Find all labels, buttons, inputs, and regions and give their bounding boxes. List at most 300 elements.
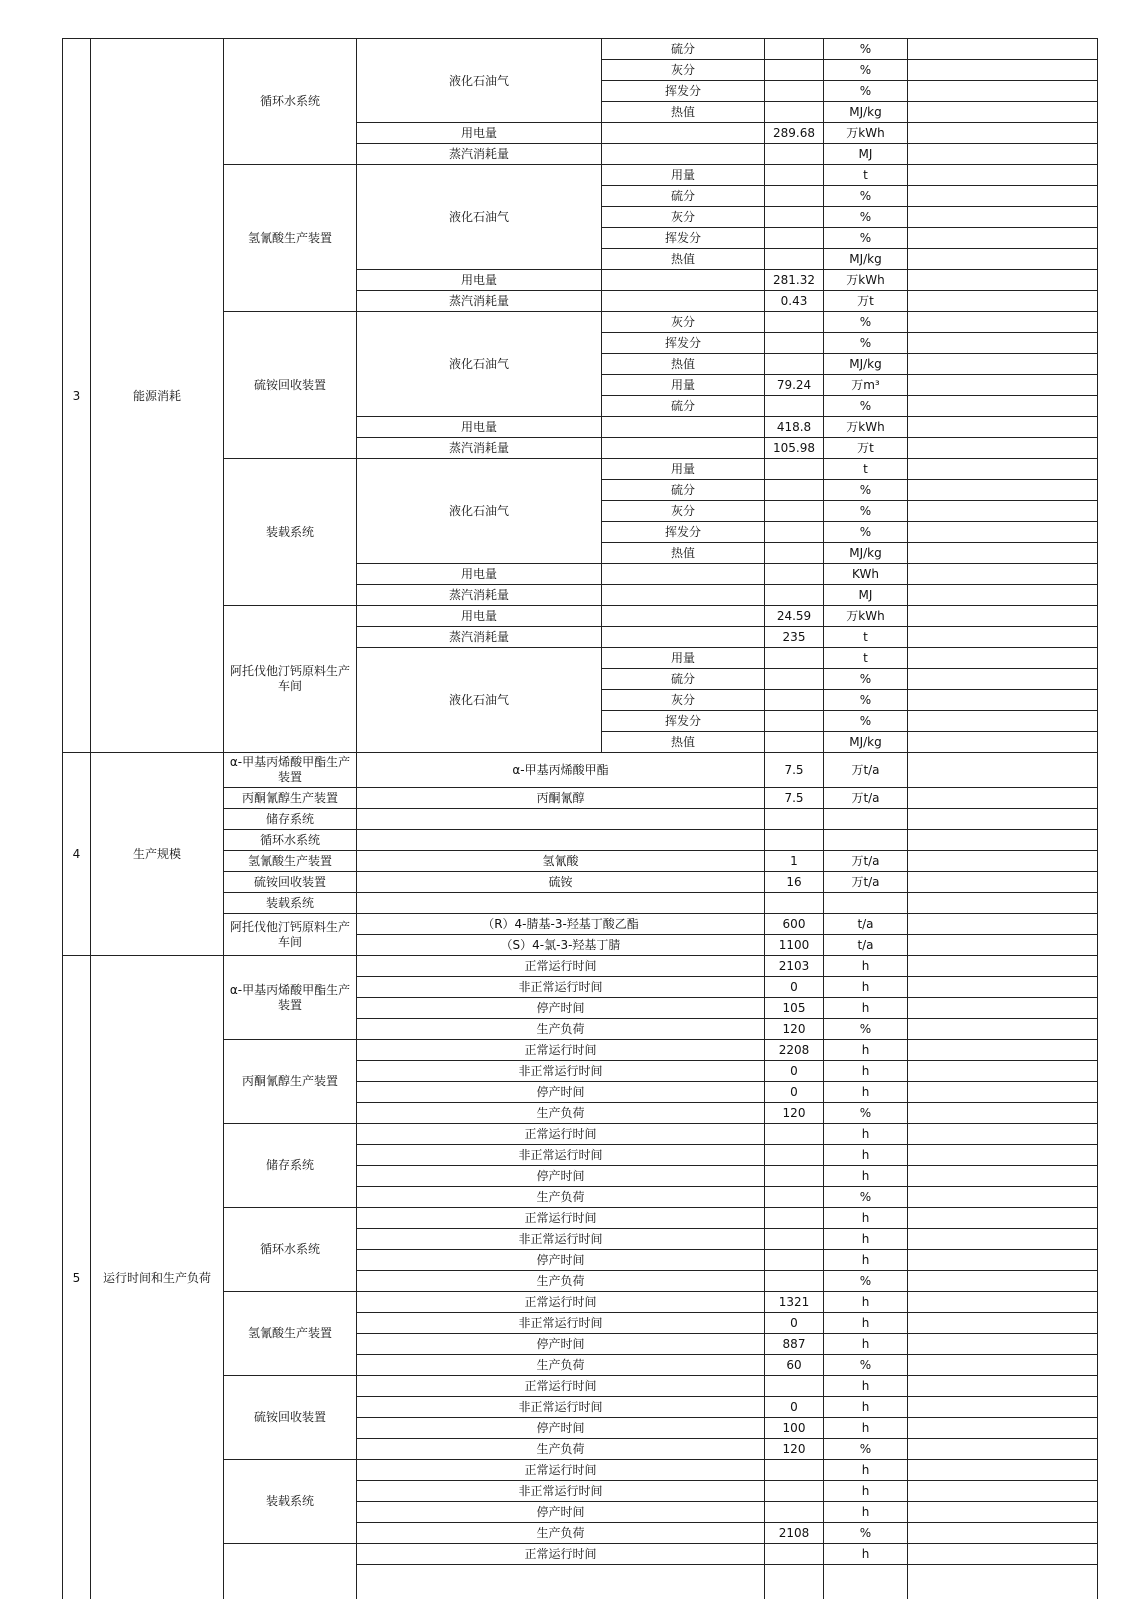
unit-cell: h [824,1418,908,1439]
item-name: 用电量 [357,270,602,291]
metric-name: 非正常运行时间 [357,977,765,998]
unit-name: 丙酮氰醇生产装置 [224,1040,357,1124]
item-name: 蒸汽消耗量 [357,291,602,312]
unit-cell: h [824,1292,908,1313]
value-cell: 16 [765,872,824,893]
unit-cell: h [824,1481,908,1502]
unit-cell: % [824,81,908,102]
remark-cell [908,1355,1098,1376]
metric-name: 生产负荷 [357,1523,765,1544]
product-name: （R）4-腈基-3-羟基丁酸乙酯 [357,914,765,935]
remark-cell [908,207,1098,228]
unit-cell: % [824,1019,908,1040]
value-cell [765,543,824,564]
value-cell: 2108 [765,1523,824,1544]
value-cell [765,186,824,207]
remark-cell [908,1481,1098,1502]
unit-name: α-甲基丙烯酸甲酯生产装置 [224,956,357,1040]
value-cell [765,585,824,606]
product-name: α-甲基丙烯酸甲酯 [357,753,765,788]
unit-cell: MJ/kg [824,543,908,564]
remark-cell [908,291,1098,312]
metric-name: 正常运行时间 [357,1376,765,1397]
sub-item [602,564,765,585]
remark-cell [908,102,1098,123]
section-number: 4 [63,753,91,956]
value-cell [765,60,824,81]
value-cell [765,1250,824,1271]
value-cell: 120 [765,1019,824,1040]
unit-cell: % [824,312,908,333]
sub-item: 灰分 [602,312,765,333]
value-cell [765,312,824,333]
value-cell: 418.8 [765,417,824,438]
remark-cell [908,564,1098,585]
unit-cell: % [824,207,908,228]
remark-cell [908,543,1098,564]
remark-cell [908,522,1098,543]
remark-cell [908,1397,1098,1418]
value-cell: 7.5 [765,753,824,788]
value-cell: 0 [765,1313,824,1334]
unit-cell: 万m³ [824,375,908,396]
value-cell [765,1544,824,1565]
remark-cell [908,1565,1098,1600]
sub-item [602,417,765,438]
unit-cell [824,1565,908,1600]
remark-cell [908,375,1098,396]
value-cell [765,1460,824,1481]
unit-cell: h [824,956,908,977]
unit-name: 丙酮氰醇生产装置 [224,788,357,809]
metric-name: 生产负荷 [357,1439,765,1460]
value-cell [765,333,824,354]
item-name: 蒸汽消耗量 [357,627,602,648]
unit-name: 循环水系统 [224,39,357,165]
unit-cell: % [824,333,908,354]
sub-item [602,438,765,459]
item-name: 蒸汽消耗量 [357,144,602,165]
metric-name: 正常运行时间 [357,1292,765,1313]
remark-cell [908,417,1098,438]
unit-cell: 万t/a [824,788,908,809]
metric-name: 生产负荷 [357,1271,765,1292]
unit-cell: % [824,501,908,522]
value-cell: 1 [765,851,824,872]
metric-name: 停产时间 [357,1334,765,1355]
value-cell [765,1145,824,1166]
item-name: 液化石油气 [357,459,602,564]
unit-cell: h [824,1229,908,1250]
unit-cell: h [824,1397,908,1418]
unit-cell: h [824,1313,908,1334]
unit-cell: % [824,1187,908,1208]
remark-cell [908,914,1098,935]
unit-cell: % [824,228,908,249]
remark-cell [908,830,1098,851]
remark-cell [908,39,1098,60]
metric-name: 停产时间 [357,1250,765,1271]
unit-name: 装载系统 [224,459,357,606]
sub-item: 热值 [602,354,765,375]
remark-cell [908,669,1098,690]
unit-name: 硫铵回收装置 [224,1376,357,1460]
sub-item: 灰分 [602,207,765,228]
remark-cell [908,711,1098,732]
value-cell [765,1565,824,1600]
unit-cell: h [824,1502,908,1523]
remark-cell [908,1439,1098,1460]
remark-cell [908,333,1098,354]
metric-name: 非正常运行时间 [357,1397,765,1418]
metric-name: 正常运行时间 [357,1208,765,1229]
metric-name [357,1565,765,1600]
unit-name: 阿托伐他汀钙原料生产车间 [224,606,357,753]
product-name: 丙酮氰醇 [357,788,765,809]
unit-name: 硫铵回收装置 [224,312,357,459]
metric-name: 生产负荷 [357,1019,765,1040]
unit-cell: t/a [824,914,908,935]
value-cell: 2103 [765,956,824,977]
section-title: 生产规模 [91,753,224,956]
sub-item: 灰分 [602,690,765,711]
sub-item: 用量 [602,165,765,186]
value-cell: 79.24 [765,375,824,396]
unit-cell: % [824,1439,908,1460]
value-cell [765,1187,824,1208]
value-cell [765,1229,824,1250]
item-name: 用电量 [357,564,602,585]
remark-cell [908,1229,1098,1250]
value-cell: 0 [765,1397,824,1418]
sub-item: 硫分 [602,669,765,690]
section-title: 运行时间和生产负荷 [91,956,224,1600]
unit-name: 硫铵回收装置 [224,872,357,893]
remark-cell [908,1208,1098,1229]
sub-item [602,291,765,312]
remark-cell [908,956,1098,977]
remark-cell [908,893,1098,914]
unit-cell: % [824,39,908,60]
unit-cell: h [824,1376,908,1397]
remark-cell [908,585,1098,606]
unit-cell: t [824,459,908,480]
sub-item [602,123,765,144]
value-cell [765,1208,824,1229]
remark-cell [908,1271,1098,1292]
remark-cell [908,1502,1098,1523]
unit-name: 循环水系统 [224,830,357,851]
remark-cell [908,501,1098,522]
value-cell: 7.5 [765,788,824,809]
unit-cell: MJ/kg [824,732,908,753]
unit-cell: h [824,1460,908,1481]
sub-item: 灰分 [602,501,765,522]
remark-cell [908,998,1098,1019]
value-cell [765,102,824,123]
unit-cell: 万t/a [824,753,908,788]
value-cell: 105 [765,998,824,1019]
unit-name: 储存系统 [224,1124,357,1208]
sub-item: 挥发分 [602,711,765,732]
unit-cell: MJ/kg [824,249,908,270]
sub-item: 硫分 [602,39,765,60]
value-cell [765,480,824,501]
value-cell [765,228,824,249]
value-cell: 1100 [765,935,824,956]
unit-cell: h [824,1166,908,1187]
remark-cell [908,144,1098,165]
section-number: 5 [63,956,91,1600]
remark-cell [908,1523,1098,1544]
remark-cell [908,1019,1098,1040]
unit-cell: % [824,690,908,711]
value-cell [765,165,824,186]
unit-cell: h [824,1082,908,1103]
unit-name [224,1544,357,1600]
remark-cell [908,977,1098,998]
value-cell [765,81,824,102]
metric-name: 生产负荷 [357,1187,765,1208]
unit-name: 储存系统 [224,809,357,830]
remark-cell [908,1334,1098,1355]
data-table [62,38,1098,1599]
product-name: （S）4-氯-3-羟基丁腈 [357,935,765,956]
unit-cell: h [824,1061,908,1082]
metric-name: 停产时间 [357,1502,765,1523]
metric-name: 非正常运行时间 [357,1481,765,1502]
remark-cell [908,186,1098,207]
value-cell [765,648,824,669]
value-cell [765,1124,824,1145]
sub-item [602,144,765,165]
value-cell [765,1502,824,1523]
unit-cell: MJ/kg [824,102,908,123]
unit-cell [824,809,908,830]
value-cell: 120 [765,1103,824,1124]
sub-item: 挥发分 [602,81,765,102]
unit-cell: MJ [824,585,908,606]
remark-cell [908,788,1098,809]
unit-name: 氢氰酸生产装置 [224,165,357,312]
unit-cell: % [824,1523,908,1544]
unit-cell: 万t [824,291,908,312]
value-cell [765,690,824,711]
value-cell [765,669,824,690]
value-cell [765,564,824,585]
value-cell: 120 [765,1439,824,1460]
remark-cell [908,1418,1098,1439]
remark-cell [908,1292,1098,1313]
sub-item: 挥发分 [602,333,765,354]
unit-cell: h [824,1208,908,1229]
metric-name: 生产负荷 [357,1355,765,1376]
remark-cell [908,228,1098,249]
unit-cell: h [824,1334,908,1355]
unit-cell: 万t/a [824,872,908,893]
value-cell: 24.59 [765,606,824,627]
unit-cell: 万kWh [824,417,908,438]
unit-cell: % [824,711,908,732]
unit-name: 氢氰酸生产装置 [224,1292,357,1376]
sub-item: 灰分 [602,60,765,81]
remark-cell [908,1460,1098,1481]
value-cell [765,732,824,753]
value-cell: 0.43 [765,291,824,312]
metric-name: 非正常运行时间 [357,1061,765,1082]
sub-item [602,606,765,627]
metric-name: 正常运行时间 [357,1460,765,1481]
value-cell [765,830,824,851]
sub-item: 硫分 [602,396,765,417]
unit-cell: h [824,1145,908,1166]
metric-name: 非正常运行时间 [357,1229,765,1250]
remark-cell [908,249,1098,270]
remark-cell [908,1166,1098,1187]
value-cell: 0 [765,1082,824,1103]
unit-name: α-甲基丙烯酸甲酯生产装置 [224,753,357,788]
metric-name: 正常运行时间 [357,1040,765,1061]
value-cell: 60 [765,1355,824,1376]
value-cell [765,1481,824,1502]
unit-cell: h [824,1040,908,1061]
remark-cell [908,606,1098,627]
unit-cell: 万kWh [824,270,908,291]
value-cell: 2208 [765,1040,824,1061]
unit-cell: 万kWh [824,123,908,144]
value-cell [765,809,824,830]
remark-cell [908,438,1098,459]
unit-cell: % [824,1103,908,1124]
value-cell [765,522,824,543]
remark-cell [908,123,1098,144]
remark-cell [908,60,1098,81]
value-cell [765,354,824,375]
unit-name: 氢氰酸生产装置 [224,851,357,872]
unit-cell: 万t/a [824,851,908,872]
remark-cell [908,1082,1098,1103]
metric-name: 停产时间 [357,1166,765,1187]
unit-cell: MJ/kg [824,354,908,375]
remark-cell [908,480,1098,501]
metric-name: 停产时间 [357,1082,765,1103]
sub-item: 热值 [602,732,765,753]
sub-item: 热值 [602,249,765,270]
unit-cell: % [824,1271,908,1292]
sub-item: 用量 [602,375,765,396]
item-name: 液化石油气 [357,648,602,753]
remark-cell [908,1145,1098,1166]
remark-cell [908,1376,1098,1397]
remark-cell [908,1040,1098,1061]
unit-name: 装载系统 [224,1460,357,1544]
metric-name: 生产负荷 [357,1103,765,1124]
value-cell [765,459,824,480]
value-cell [765,711,824,732]
remark-cell [908,627,1098,648]
unit-cell: h [824,1250,908,1271]
metric-name: 正常运行时间 [357,1544,765,1565]
unit-cell: t [824,165,908,186]
sub-item: 硫分 [602,186,765,207]
sub-item [602,627,765,648]
unit-cell: % [824,522,908,543]
remark-cell [908,648,1098,669]
value-cell [765,207,824,228]
value-cell: 281.32 [765,270,824,291]
item-name: 用电量 [357,417,602,438]
unit-cell: % [824,480,908,501]
value-cell: 105.98 [765,438,824,459]
value-cell [765,501,824,522]
remark-cell [908,1250,1098,1271]
sub-item: 用量 [602,648,765,669]
unit-cell: h [824,1124,908,1145]
value-cell: 235 [765,627,824,648]
item-name: 液化石油气 [357,312,602,417]
value-cell [765,249,824,270]
remark-cell [908,1313,1098,1334]
unit-name: 装载系统 [224,893,357,914]
value-cell [765,1271,824,1292]
value-cell: 0 [765,1061,824,1082]
remark-cell [908,1061,1098,1082]
unit-cell: % [824,1355,908,1376]
product-name [357,893,765,914]
remark-cell [908,459,1098,480]
unit-cell: KWh [824,564,908,585]
unit-cell: % [824,669,908,690]
value-cell [765,39,824,60]
remark-cell [908,809,1098,830]
section-number: 3 [63,39,91,753]
remark-cell [908,354,1098,375]
sub-item: 热值 [602,543,765,564]
unit-cell: 万kWh [824,606,908,627]
remark-cell [908,935,1098,956]
metric-name: 停产时间 [357,998,765,1019]
sub-item: 挥发分 [602,228,765,249]
value-cell: 100 [765,1418,824,1439]
section-title: 能源消耗 [91,39,224,753]
remark-cell [908,872,1098,893]
unit-cell [824,893,908,914]
value-cell: 600 [765,914,824,935]
product-name [357,830,765,851]
metric-name: 非正常运行时间 [357,1145,765,1166]
remark-cell [908,270,1098,291]
sub-item: 硫分 [602,480,765,501]
product-name: 硫铵 [357,872,765,893]
sub-item: 用量 [602,459,765,480]
metric-name: 停产时间 [357,1418,765,1439]
item-name: 用电量 [357,123,602,144]
unit-cell: h [824,998,908,1019]
remark-cell [908,1544,1098,1565]
remark-cell [908,81,1098,102]
sub-item: 热值 [602,102,765,123]
unit-cell: h [824,1544,908,1565]
unit-cell: h [824,977,908,998]
unit-cell: t [824,627,908,648]
value-cell [765,1376,824,1397]
value-cell [765,144,824,165]
item-name: 蒸汽消耗量 [357,438,602,459]
unit-name: 循环水系统 [224,1208,357,1292]
metric-name: 正常运行时间 [357,1124,765,1145]
value-cell: 0 [765,977,824,998]
remark-cell [908,312,1098,333]
